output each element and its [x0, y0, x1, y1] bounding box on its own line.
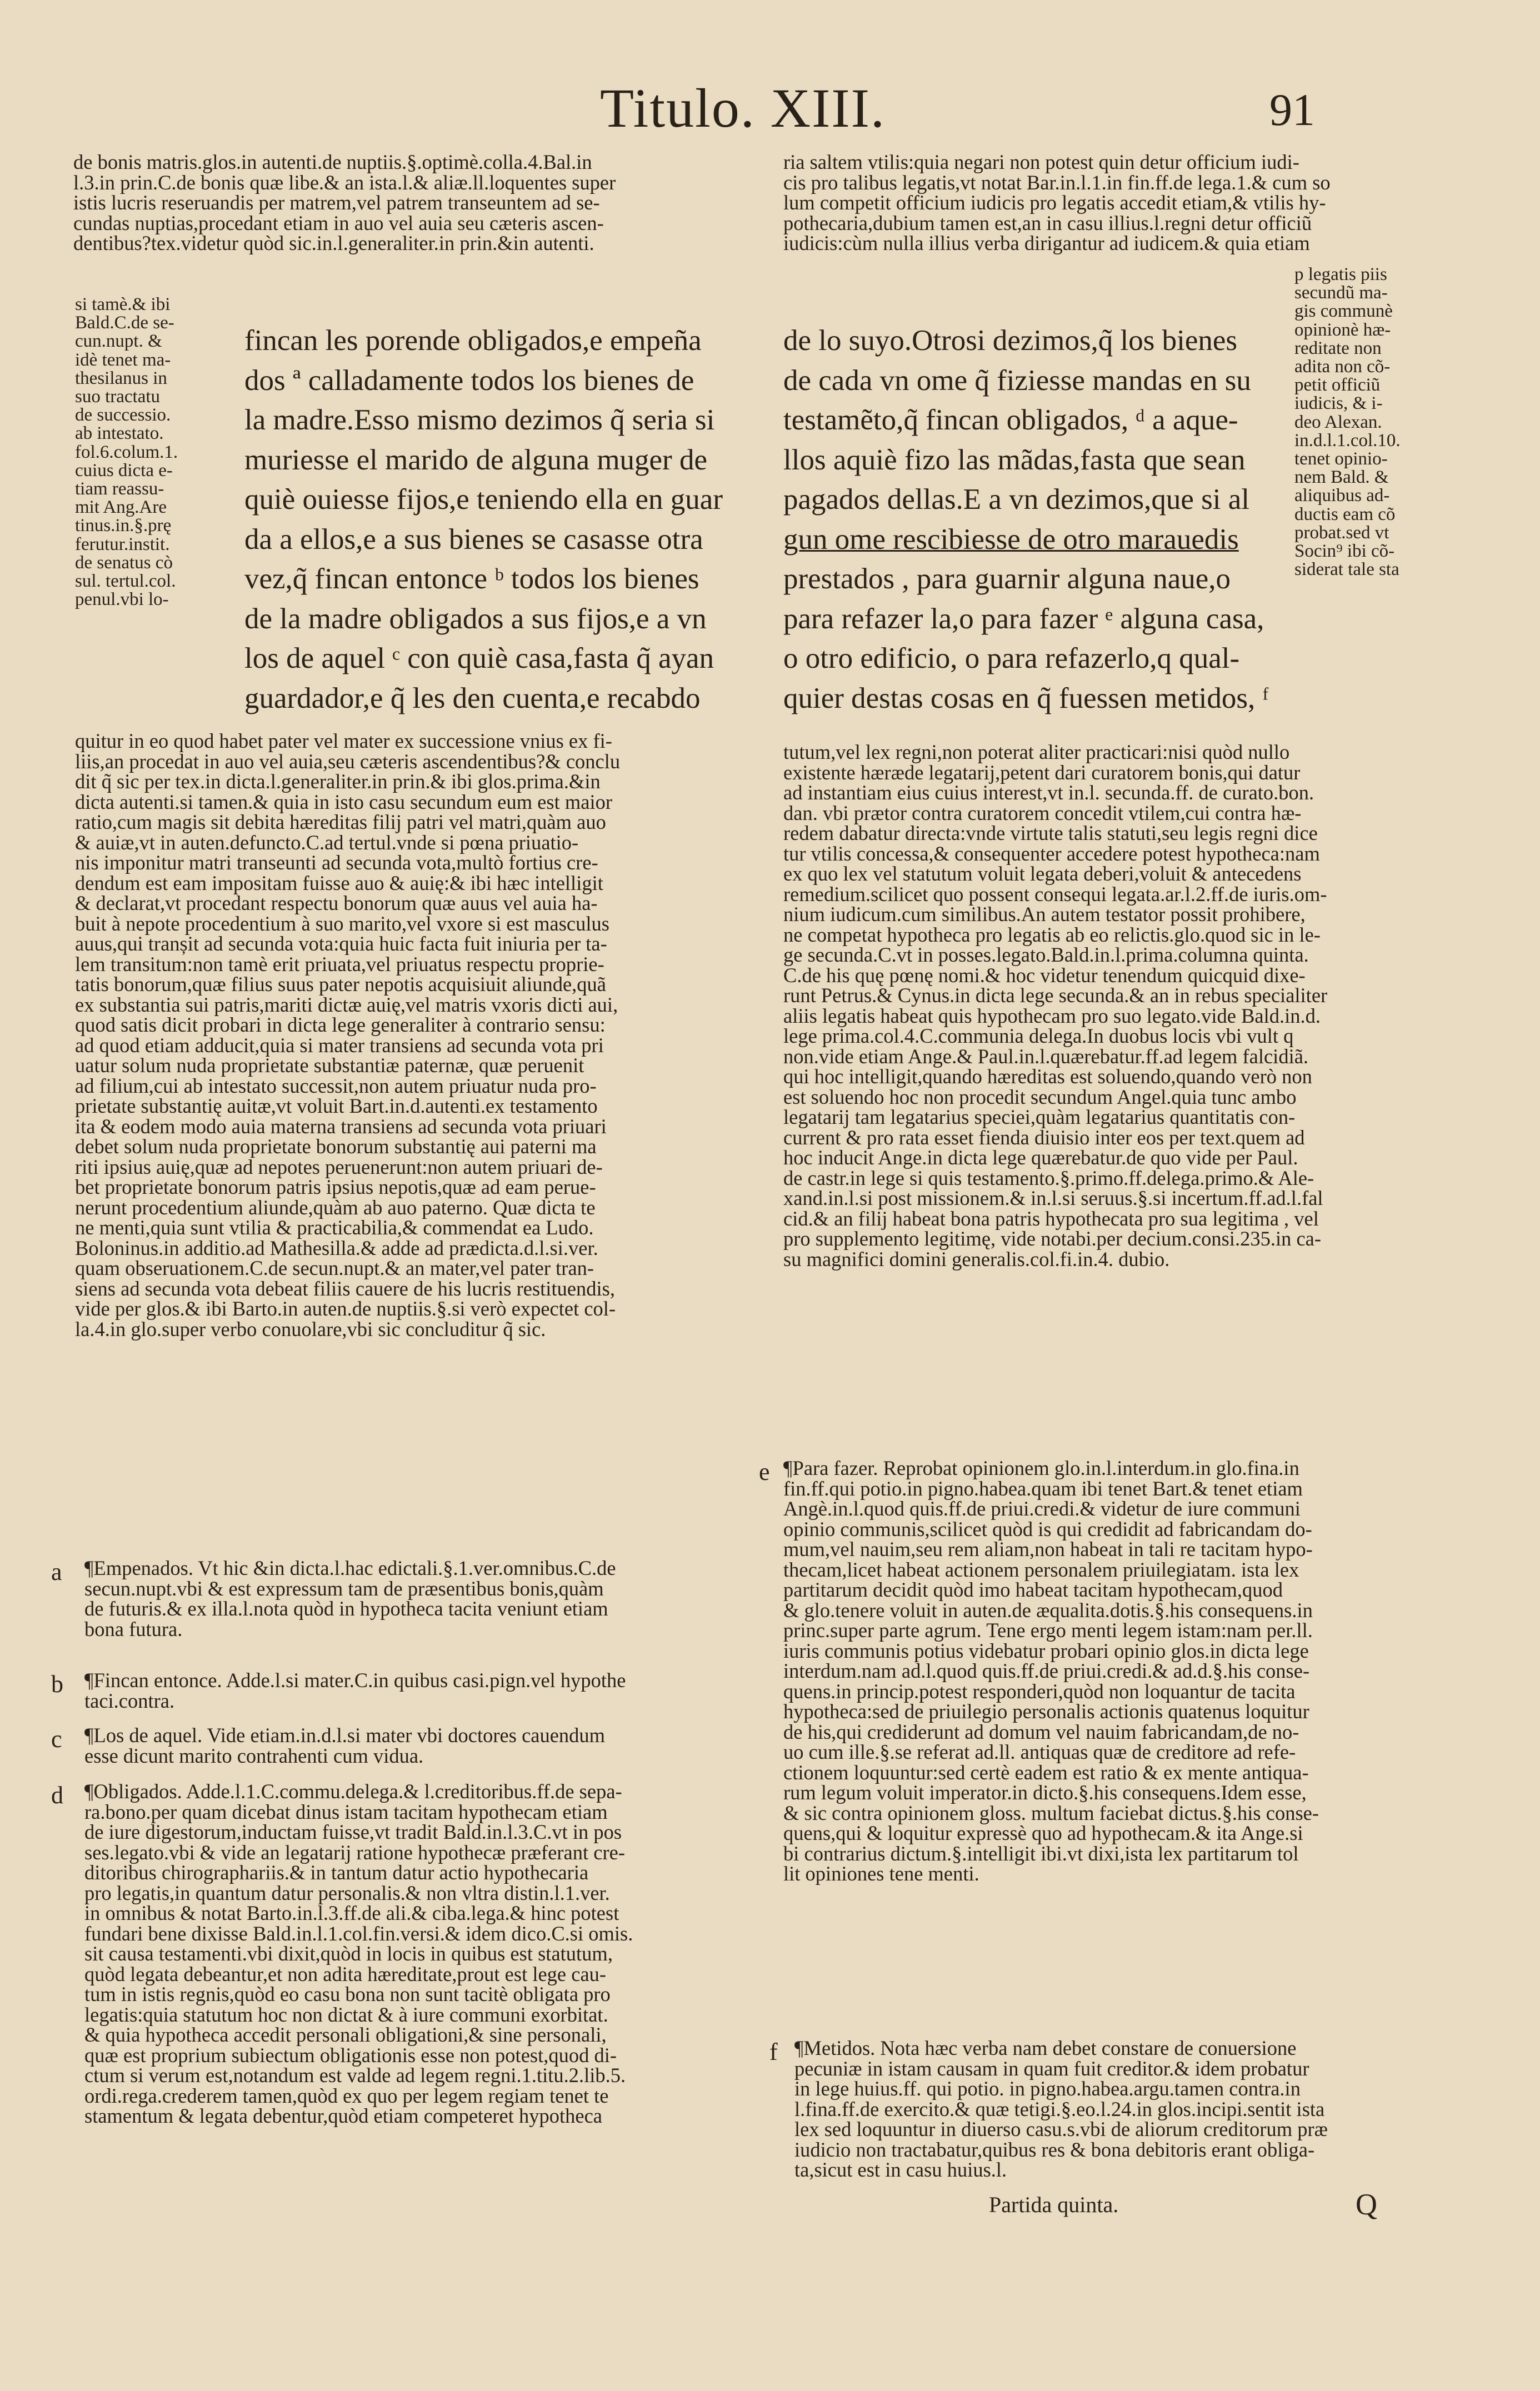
note-line: & quia hypotheca accedit personali obligationi,& sine personali, [84, 2023, 607, 2046]
gloss-line: siens ad secunda vota debeat filiis cauere de his lucris restituendis, [75, 1277, 616, 1300]
note-line: l.fina.ff.de exercito.& quæ tetigi.§.eo.l.24.in glos.incipi.sentit ista [794, 2097, 1325, 2120]
gloss-line: redem dabatur directa:vnde virtute talis statuti,seu legis regni dice [783, 822, 1318, 844]
note-line: quòd legata debeantur,et non adita hæreditate,prout est lege cau- [84, 1962, 607, 1985]
note-line: rum legum voluit imperator.in dicto.§.his consequens.Idem esse, [783, 1781, 1307, 1804]
note-line: esse dicunt marito contrahenti cum vidua. [84, 1744, 424, 1767]
gloss-line: cis pro talibus legatis,vt notat Bar.in.l.1.in fin.ff.de lega.1.& cum so [783, 171, 1331, 194]
gloss-line: Boloninus.in additio.ad Mathesilla.& adde ad prædicta.d.l.si.ver. [75, 1236, 598, 1259]
note-line: quæ est proprium subiectum obligationis esse non potest,quod di- [84, 2043, 617, 2067]
right-gloss-body [783, 742, 1327, 1269]
gloss-line: xand.in.l.si post missionem.& in.l.si seruus.§.si incertum.ff.ad.l.fal [783, 1187, 1323, 1209]
side-gloss-line: suo tractatu [75, 387, 161, 407]
gloss-line: auus,qui tranșit ad secunda vota:quia huic facta fuit iniuria per ta- [75, 932, 607, 955]
note-line: hypotheca:sed de priuilegio personalis actionis quatenus loquitur [783, 1700, 1309, 1723]
left-gloss-top [73, 152, 616, 254]
gloss-line: ne competat hypotheca pro legatis ab eo relictis.glo.quod sic in le- [783, 923, 1321, 946]
gloss-line: pothecaria,dubium tamen est,an in casu illius.l.regni detur officiũ [783, 211, 1312, 234]
note-line: fin.ff.qui potio.in pigno.habea.quam ibi tenet Bart.& tenet etiam [783, 1477, 1303, 1500]
note-line: iudicio non tractabatur,quibus res & bona debitoris erant obliga- [794, 2138, 1315, 2161]
gloss-line: nis imponitur matri transeunti ad secunda vota,multò fortius cre- [75, 851, 598, 874]
gloss-line: tatis bonorum,quæ filius suus pater nepotis acquisiuit aliunde,quã [75, 973, 606, 996]
gloss-line: cundas nuptias,procedant etiam in auo vel auia seu cæteris ascen- [73, 211, 604, 234]
note-line: partitarum decidit quòd imo habeat tacitam hypothecam,quod [783, 1578, 1283, 1601]
main-line: de cada vn ome q̃ fiziesse mandas en su [783, 364, 1251, 397]
note-line: ses.legato.vbi & vide an legatarij ratione hypothecæ præferant cre- [84, 1840, 625, 1864]
side-gloss-line: Bald.C.de se- [75, 313, 174, 333]
gloss-line: existente hæræde legatarij,petent dari curatorem bonis,qui datur [783, 761, 1301, 784]
gloss-line: C.de his quę pœnę nomi.& hoc videtur tenendum quicquid dixe- [783, 963, 1306, 987]
gloss-line: ex substantia sui patris,mariti dictæ auię,vel matris vxoris dicti aui, [75, 993, 618, 1016]
side-gloss-line: ductis eam cõ [1294, 504, 1396, 524]
folio-number: 91 [1269, 84, 1315, 135]
left-gloss-bottom [75, 731, 620, 1339]
gloss-line: buit à nepote procedentium à suo marito,vel vxore si est masculus [75, 912, 609, 935]
note-line: uo cum ille.§.se referat ad.ll. antiquas quæ de creditore ad refe- [783, 1740, 1296, 1763]
note-marker-c: c [51, 1725, 62, 1753]
gloss-line: debet solum nuda proprietate bonorum substantię aui paterni ma [75, 1135, 597, 1158]
gloss-line: hoc inducit Ange.in dicta lege quærebatur.de quo vide per Paul. [783, 1146, 1298, 1169]
main-line-underlined: gun ome rescibiesse de otro marauedis [783, 523, 1239, 556]
gloss-line: quod satis dicit probari in dicta lege generaliter à contrario sensu: [75, 1013, 606, 1036]
main-line: prestados , para guarnir alguna naue,o [783, 563, 1231, 595]
side-gloss-line: idè tenet ma- [75, 349, 171, 370]
main-line: guardador,e q̃ les den cuenta,e recabdo [244, 682, 701, 714]
side-gloss-line: opinionè hæ- [1294, 319, 1391, 340]
gloss-line: tur vtilis concessa,& consequenter accedere potest hypotheca:nam [783, 842, 1320, 865]
side-gloss-line: petit officiũ [1294, 375, 1381, 396]
gloss-line: uatur solum nuda proprietate substantiæ paternæ, quæ peruenit [75, 1054, 584, 1077]
note-marker-d: d [51, 1782, 63, 1809]
gloss-line: pro supplemento legitimę, vide notabi.per decium.consi.235.in ca- [783, 1227, 1322, 1250]
note-line: quens.in princip.potest responderi,quòd non loquantur de tacita [783, 1679, 1296, 1703]
note-line: opinio communis,scilicet quòd is qui credidit ad fabricandam do- [783, 1517, 1312, 1540]
gloss-line: ria saltem vtilis:quia negari non potest quin detur officium iudi- [783, 151, 1299, 173]
note-line: lex sed loquuntur in diuerso casu.s.vbi de aliorum creditorum præ [794, 2118, 1328, 2140]
gloss-line: la.4.in glo.super verbo conuolare,vbi sic concluditur q̃ sic. [75, 1317, 546, 1340]
note-line: sit causa testamenti.vbi dixit,quòd in locis in quibus est statutum, [84, 1942, 613, 1965]
note-line: bi contrarius dictum.§.intelligit ibi.vt dixi,ista lex partitarum tol [783, 1842, 1299, 1865]
note-line: legatis:quia statutum hoc non dictat & à iure communi exorbitat. [84, 2003, 608, 2026]
side-gloss-line: tiam reassu- [75, 479, 164, 499]
main-line: quiè ouiesse fijos,e teniendo ella en guar [244, 483, 723, 516]
gloss-line: riti ipsius auię,quæ ad nepotes peruenerunt:non autem priuari de- [75, 1155, 603, 1178]
note-line: tum in istis regnis,quòd eo casu bona non sunt tacitè obligata pro [84, 1983, 611, 2005]
side-gloss-line: adita non cõ- [1294, 357, 1391, 377]
note-line: thecam,licet habeat actionem personalem priuilegiatam. ista lex [783, 1558, 1299, 1581]
main-line: quier destas cosas en q̃ fuessen metidos, ᶠ [783, 682, 1269, 714]
side-gloss-line: gis communè [1294, 301, 1393, 322]
gloss-line: remedium.scilicet quo possent consequi legata.ar.l.2.ff.de iuris.om- [783, 882, 1327, 906]
side-gloss-line: mit Ang.Are [75, 497, 167, 518]
gloss-line: lum competit officium iudicis pro legatis accedit etiam,& vtilis hy- [783, 191, 1326, 214]
main-line: dos ª calladamente todos los bienes de [244, 364, 694, 397]
note-line: ¶Empenados. Vt hic &in dicta.l.hac edictali.§.1.ver.omnibus.C.de [84, 1557, 616, 1579]
note-line: de iure digestorum,inductam fuisse,vt tradit Bald.in.l.3.C.vt in pos [84, 1820, 622, 1843]
gloss-line: de bonis matris.glos.in autenti.de nuptiis.§.optimè.colla.4.Bal.in [73, 151, 592, 173]
side-gloss-line: ab intestato. [75, 423, 164, 444]
gloss-line: ad instantiam eius cuius interest,vt in.l. secunda.ff. de curato.bon. [783, 781, 1314, 804]
gloss-line: lege prima.col.4.C.communia delega.In duobus locis vbi vult q [783, 1024, 1294, 1047]
note-line: interdum.nam ad.l.quod quis.ff.de priui.credi.& ad.d.§.his conse- [783, 1659, 1310, 1682]
main-line: o otro edificio, o para refazerlo,q qual- [783, 642, 1240, 674]
note-a [84, 1558, 616, 1639]
side-gloss-line: in.d.l.1.col.10. [1294, 430, 1401, 451]
note-d [84, 1782, 633, 2127]
note-line: ¶Obligados. Adde.l.1.C.commu.delega.& l.creditoribus.ff.de sepa- [84, 1780, 622, 1803]
note-line: fundari bene dixisse Bald.in.l.1.col.fin.versi.& idem dico.C.si omis. [84, 1922, 633, 1945]
gloss-line: dendum est eam impositam fuisse auo & auię:& ibi hæc intelligit [75, 871, 603, 894]
note-line: ¶Fincan entonce. Adde.l.si mater.C.in quibus casi.pign.vel hypothe [84, 1669, 626, 1692]
note-line: mum,vel nauim,seu rem aliam,non habeat in tali re tacitam hypo- [783, 1538, 1313, 1560]
note-line: taci.contra. [84, 1689, 175, 1712]
side-gloss-line: nem Bald. & [1294, 467, 1389, 488]
note-f [794, 2038, 1328, 2180]
gloss-line: ratio,cum magis sit debita hæreditas filij patri vel matri,quàm auo [75, 811, 606, 833]
gloss-line: runt Petrus.& Cynus.in dicta lege secunda.& an in rebus specialiter [783, 984, 1328, 1007]
side-gloss-line: si tamè.& ibi [75, 294, 171, 314]
gloss-line: ad filium,cui ab intestato successit,non autem priuatur nuda pro- [75, 1074, 597, 1097]
side-gloss-line: fol.6.colum.1. [75, 442, 178, 462]
note-line: pro legatis,in quantum datur personalis.& non vltra distin.l.1.ver. [84, 1881, 610, 1904]
note-line: lit opiniones tene menti. [783, 1862, 979, 1885]
side-gloss-line: de successio. [75, 405, 171, 426]
gloss-line: ad quod etiam adducit,quia si mater transiens ad secunda vota pri [75, 1033, 604, 1057]
note-marker-e: e [759, 1458, 770, 1485]
gloss-line: nium iudicum.cum similibus.An autem testator possit prohibere, [783, 903, 1306, 926]
gloss-line: iudicis:cùm nulla illius verba dirigantur ad iudicem.& quia etiam [783, 232, 1310, 254]
side-gloss-line: iudicis, & i- [1294, 393, 1383, 414]
side-gloss-line: sul. tertul.col. [75, 571, 176, 592]
note-line: pecuniæ in istam causam in quam fuit creditor.& idem probatur [794, 2057, 1309, 2080]
gloss-line: bet proprietate bonorum patris ipsius nepotis,quæ ad eam perue- [75, 1176, 596, 1198]
note-line: princ.super parte agrum. Tene ergo menti legem istam:nam per.ll. [783, 1619, 1313, 1642]
main-line: vez,q̃ fincan entonce ᵇ todos los bienes [244, 563, 699, 595]
gloss-line: aliis legatis habeat quis hypothecam pro suo legato.vide Bald.in.d. [783, 1004, 1321, 1027]
note-line: & sic contra opinionem gloss. multum faciebat dictus.§.his conse- [783, 1801, 1319, 1824]
side-gloss-line: siderat tale sta [1294, 559, 1399, 580]
gloss-line: non.vide etiam Ange.& Paul.in.l.quærebatur.ff.ad legem falcidiã. [783, 1044, 1309, 1068]
note-e [783, 1458, 1319, 1884]
note-line: de futuris.& ex illa.l.nota quòd in hypotheca tacita veniunt etiam [84, 1597, 608, 1620]
side-gloss-line: thesilanus in [75, 368, 167, 388]
gloss-line: su magnifici domini generalis.col.fi.in.4. dubio. [783, 1247, 1170, 1270]
note-c [84, 1725, 605, 1766]
side-gloss-line: cun.nupt. & [75, 331, 162, 352]
note-line: quens,qui & loquitur expressè quo ad hypothecam.& ita Ange.si [783, 1822, 1303, 1844]
gloss-line: est soluendo hoc non procedit secundum Angel.quia tunc ambo [783, 1085, 1297, 1108]
right-gloss-top [783, 152, 1331, 254]
side-gloss-line: reditate non [1294, 338, 1382, 358]
note-line: ¶Metidos. Nota hæc verba nam debet constare de conuersione [794, 2037, 1297, 2059]
note-line: ordi.rega.crederem tamen,quòd ex quo per legem regiam tenet te [84, 2084, 609, 2107]
note-line: & glo.tenere voluit in auten.de æqualita.dotis.§.his consequens.in [783, 1598, 1313, 1622]
main-line: fincan les porende obligados,e empeña [244, 324, 702, 357]
gloss-line: ita & eodem modo auia materna transiens ad secunda vota priuari [75, 1114, 607, 1138]
side-gloss-line: p legatis piis [1294, 264, 1387, 284]
side-gloss-line: cuius dicta e- [75, 460, 173, 481]
catchword: Q [1356, 2188, 1377, 2221]
gloss-line: nerunt procedentium aliunde,quàm ab auo paterno. Quæ dicta te [75, 1196, 596, 1219]
note-line: ctum si verum est,notandum est valde ad legem regni.1.titu.2.lib.5. [84, 2064, 626, 2087]
signature-mark: Partida quinta. [989, 2192, 1119, 2217]
left-main-text [244, 321, 723, 718]
note-marker-a: a [51, 1558, 62, 1585]
gloss-line: liis,an procedat in auo vel auia,seu cæteris ascendentibus?& conclu [75, 749, 621, 773]
note-line: ctionem loquuntur:sed certè eadem est ratio & ex mente antiqua- [783, 1760, 1309, 1784]
gloss-line: qui hoc intelligit,quando hæreditas est soluendo,quando verò non [783, 1065, 1312, 1088]
note-line: ra.bono.per quam dicebat dinus istam tacitam hypothecam etiam [84, 1800, 608, 1823]
note-line: in lege huius.ff. qui potio. in pigno.habea.argu.tamen contra.in [794, 2077, 1301, 2100]
gloss-line: ex quo lex vel statutum voluit legata deberi,voluit & antecedens [783, 862, 1302, 885]
gloss-line: prietate substantię auitæ,vt voluit Bart.in.d.autenti.ex testamento [75, 1094, 598, 1117]
gloss-line: ge secunda.C.vt in posses.legato.Bald.in.l.prima.columna quinta. [783, 943, 1309, 966]
note-line: ¶Los de aquel. Vide etiam.in.d.l.si mater vbi doctores cauendum [84, 1724, 606, 1747]
note-line: secun.nupt.vbi & est expressum tam de præsentibus bonis,quàm [84, 1577, 604, 1600]
main-line: testamẽto,q̃ fincan obligados, ᵈ a aque- [783, 404, 1238, 436]
note-b [84, 1670, 626, 1711]
right-main-text [783, 321, 1269, 718]
main-line: muriesse el marido de alguna muger de [244, 443, 707, 476]
main-line: de la madre obligados a sus fijos,e a vn [244, 602, 707, 635]
side-gloss-line: tenet opinio- [1294, 449, 1388, 469]
gloss-line: dentibus?tex.videtur quòd sic.in.l.generaliter.in prin.&in autenti. [73, 232, 594, 254]
main-line: llos aquiè fizo las mãdas,fasta que sean [783, 443, 1246, 476]
side-gloss-line: ferutur.instit. [75, 534, 170, 554]
gloss-line: dicta autenti.si tamen.& quia in isto casu secundum eum est maior [75, 790, 613, 813]
gloss-line: l.3.in prin.C.de bonis quæ libe.& an ista.l.& aliæ.ll.loquentes super [73, 171, 616, 194]
gloss-line: & auiæ,vt in auten.defuncto.C.ad tertul.vnde si pœna priuatio- [75, 831, 579, 854]
main-line: los de aquel ᶜ con quiè casa,fasta q̃ ayan [244, 642, 714, 674]
note-line: ta,sicut est in casu huius.l. [794, 2158, 1007, 2181]
gloss-line: quitur in eo quod habet pater vel mater ex successione vnius ex fi- [75, 729, 612, 752]
gloss-line: de castr.in lege si quis testamento.§.primo.ff.delega.primo.& Ale- [783, 1166, 1314, 1189]
side-gloss-line: de senatus cò [75, 552, 173, 573]
gloss-line: istis lucris reseruandis per matrem,vel patrem transeuntem ad se- [73, 191, 600, 214]
gloss-line: quam obseruationem.C.de secun.nupt.& an mater,vel pater tran- [75, 1257, 594, 1279]
gloss-line: & declarat,vt procedant respectu bonorum quæ auus vel auia ha- [75, 892, 598, 914]
gloss-line: ne menti,quia sunt vtilia & practicabilia,& commendat ea Ludo. [75, 1216, 594, 1239]
note-line: Angè.in.l.quod quis.ff.de priui.credi.& videtur de iure communi [783, 1497, 1301, 1520]
side-gloss-line: tinus.in.§.prę [75, 516, 172, 536]
note-line: stamentum & legata debentur,quòd etiam competeret hypotheca [84, 2104, 602, 2127]
main-line: de lo suyo.Otrosi dezimos,q̃ los bienes [783, 324, 1237, 357]
note-line: iuris communis potius videbatur probari opinio glos.in dicta lege [783, 1639, 1309, 1662]
note-marker-b: b [51, 1670, 63, 1698]
right-side-gloss [1294, 266, 1401, 579]
note-line: ditoribus chirographariis.& in tantum datur actio hypothecaria [84, 1861, 589, 1884]
main-line: para refazer la,o para fazer ᵉ alguna casa, [783, 602, 1264, 635]
side-gloss-line: aliquibus ad- [1294, 486, 1390, 506]
gloss-line: vide per glos.& ibi Barto.in auten.de nuptiis.§.si verò expectet col- [75, 1297, 616, 1320]
gloss-line: dan. vbi prætor contra curatorem concedit vtilem,cui contra hæ- [783, 801, 1302, 824]
main-line: la madre.Esso mismo dezimos q̃ seria si [244, 404, 715, 436]
gloss-line: tutum,vel lex regni,non poterat aliter practicari:nisi quòd nullo [783, 741, 1290, 763]
side-gloss-line: probat.sed vt [1294, 522, 1389, 543]
note-line: bona futura. [84, 1617, 183, 1640]
main-line: da a ellos,e a sus bienes se casasse otra [244, 523, 703, 556]
gloss-line: dit q̃ sic per tex.in dicta.l.generaliter.in prin.& ibi glos.prima.&in [75, 770, 601, 793]
side-gloss-line: Socin⁹ ibi cõ- [1294, 541, 1395, 562]
note-line: ¶Para fazer. Reprobat opinionem glo.in.l.interdum.in glo.fina.in [783, 1457, 1299, 1479]
running-head-title: Titulo. XIII. [600, 77, 886, 139]
gloss-line: cid.& an filij habeat bona patris hypothecata pro sua legitima , vel [783, 1207, 1319, 1230]
side-gloss-line: secundũ ma- [1294, 283, 1388, 303]
gloss-line: legatarij tam legatarius speciei,quàm legatarius quantitatis con- [783, 1106, 1296, 1128]
note-line: in omnibus & notat Barto.in.l.3.ff.de ali.& ciba.lega.& hinc potest [84, 1902, 619, 1924]
note-marker-f: f [769, 2038, 778, 2065]
gloss-line: current & pro rata esset fienda diuisio inter eos per text.quem ad [783, 1126, 1305, 1149]
main-line: pagados dellas.E a vn dezimos,que si al [783, 483, 1249, 516]
note-line: de his,qui crediderunt ad domum vel nauim fabricandam,de no- [783, 1720, 1299, 1743]
left-side-gloss [75, 296, 178, 609]
side-gloss-line: deo Alexan. [1294, 412, 1382, 432]
side-gloss-line: penul.vbi lo- [75, 589, 169, 610]
gloss-line: lem transitum:non tamè erit priuata,vel priuatus respectu proprie- [75, 952, 604, 976]
